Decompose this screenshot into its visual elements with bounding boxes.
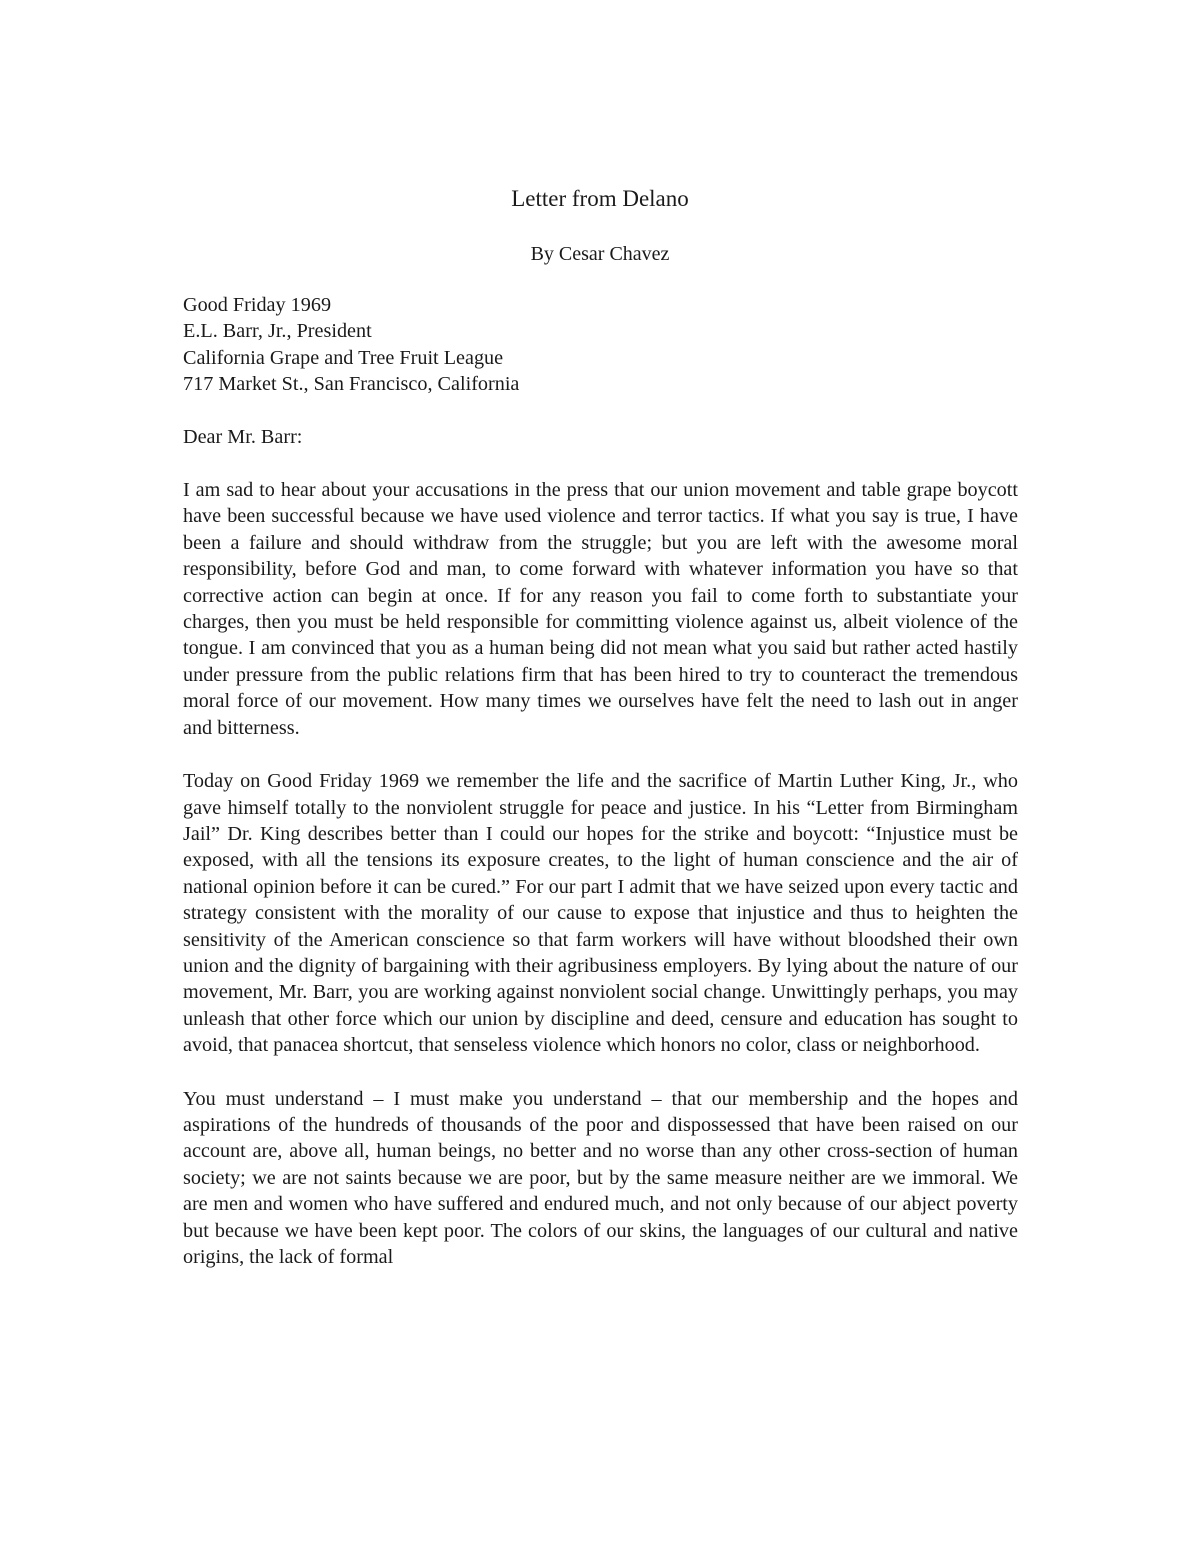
paragraph-2: Today on Good Friday 1969 we remember the life and the sacrifice of Martin Luther King, Jr., who gave himself totally to the nonviolent struggle for peace and justice. In his “Letter from Birmingham Jail” Dr. King describes better than I could our hopes for the strike and boycott: “Injustice must be exposed, with all the tensions its exposure creates, to the light of human conscience and the air of national opinion before it can be cured.” For our part I admit that we have seized upon every tactic and strategy consistent with the morality of our cause to expose that injustice and thus to heighten the sensitivity of the American conscience so that farm workers will have without bloodshed their own union and the dignity of bargaining with their agribusiness employers. By lying about the nature of our movement, Mr. Barr, you are working against nonviolent social change. Unwittingly perhaps, you may unleash that other force which our union by discipline and deed, censure and education has sought to avoid, that panacea shortcut, that senseless violence which honors no color, class or neighborhood. <box>183 770 1018 1057</box>
author-byline: By Cesar Chavez <box>530 243 670 265</box>
letter-body <box>183 292 1018 1270</box>
paragraph-3: You must understand – I must make you understand – that our membership and the hopes and aspirations of the hundreds of thousands of the poor and dispossessed that have been raised on our account are, above all, human beings, no better and no worse than any other cross-section of human society; we are not saints because we are poor, but by the same measure neither are we immoral. We are men and women who have suffered and endured much, and not only because of our abject poverty but because we have been kept poor. The colors of our skins, the languages of our cultural and native origins, the lack of formal <box>183 1087 1018 1268</box>
recipient-street: 717 Market St., San Francisco, California <box>183 373 520 396</box>
recipient-name: E.L. Barr, Jr., President <box>183 320 372 343</box>
recipient-organization: California Grape and Tree Fruit League <box>183 346 504 369</box>
salutation: Dear Mr. Barr: <box>183 425 303 448</box>
letter-date: Good Friday 1969 <box>183 294 332 316</box>
paragraph-1: I am sad to hear about your accusations in the press that our union movement and table grape boycott have been successful because we have used violence and terror tactics. If what you say is true, I have been a failure and should withdraw from the struggle; but you are left with the awesome moral responsibility, before God and man, to come forward with whatever information you have so that corrective action can begin at once. If for any reason you fail to come forth to substantiate your charges, then you must be held responsible for committing violence against us, albeit violence of the tongue. I am convinced that you as a human being did not mean what you said but rather acted hastily under pressure from the public relations firm that has been hired to try to counteract the tremendous moral force of our movement. How many times we ourselves have felt the need to lash out in anger and bitterness. <box>183 479 1018 739</box>
address-block <box>183 292 1018 398</box>
document-title: Letter from Delano <box>511 186 689 211</box>
